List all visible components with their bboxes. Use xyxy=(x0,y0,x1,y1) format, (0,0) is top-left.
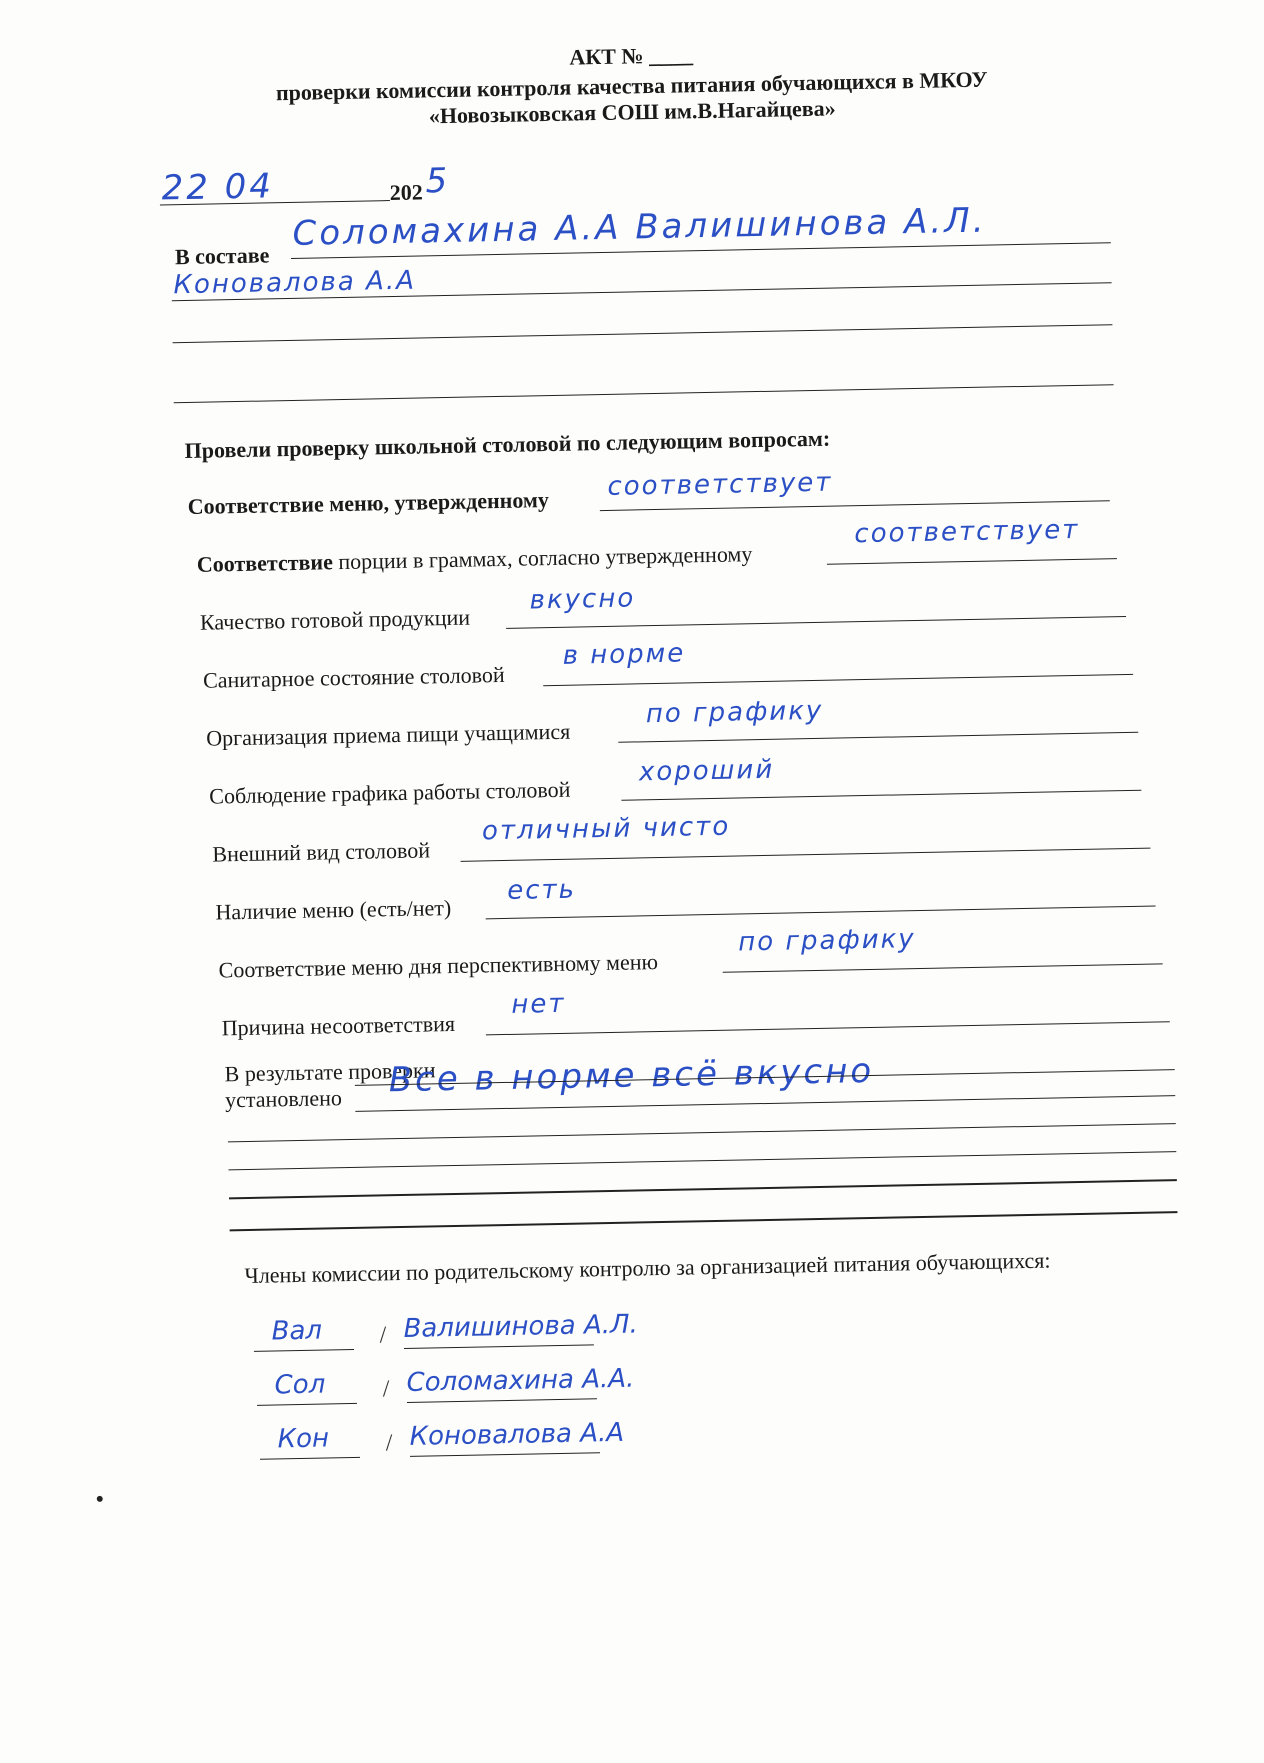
composition-members-line2: Коновалова А.А xyxy=(173,266,416,301)
act-title-line1: проверки комиссии контроля качества питания обучающихся в МКОУ xyxy=(0,61,1264,111)
member-signature: Кон xyxy=(277,1423,329,1454)
item-underline xyxy=(600,500,1110,511)
composition-underline-4 xyxy=(174,384,1114,403)
item-underline xyxy=(543,674,1133,686)
member-name: Валишинова А.Л. xyxy=(403,1310,638,1344)
item-underline xyxy=(723,963,1163,972)
item-answer: по графику xyxy=(738,924,916,957)
act-title-line2: «Новозыковская СОШ им.В.Нагайцева» xyxy=(0,87,1264,137)
inspection-intro: Провели проверку школьной столовой по следующим вопросам: xyxy=(184,426,830,464)
name-underline xyxy=(410,1452,600,1457)
item-answer: хороший xyxy=(639,755,775,788)
item-perspective-menu xyxy=(218,943,219,983)
item-answer: отличный чисто xyxy=(482,812,731,847)
item-answer: соответствует xyxy=(607,468,833,502)
item-menu-compliance xyxy=(187,480,188,520)
scan-speck xyxy=(97,1496,103,1502)
act-number: АКТ № ____ xyxy=(0,31,1263,81)
member-name: Соломахина А.А. xyxy=(406,1364,634,1398)
member-row: Сол / Соломахина А.А. xyxy=(256,1371,257,1415)
item-answer: в норме xyxy=(562,638,685,670)
item-answer: вкусно xyxy=(529,583,635,615)
item-label: Причина несоответствия xyxy=(222,1011,456,1041)
item-underline xyxy=(486,905,1156,919)
date-year-handwritten: 5 xyxy=(425,161,450,201)
item-menu-availability xyxy=(215,886,216,926)
composition-underline-3 xyxy=(173,324,1113,343)
item-underline xyxy=(461,848,1151,862)
item-answer: соответствует xyxy=(854,515,1080,549)
item-answer: есть xyxy=(507,875,576,906)
composition-members-line1: Соломахина А.А Валишинова А.Л. xyxy=(292,201,987,254)
item-meal-organization xyxy=(206,712,207,752)
item-label: Внешний вид столовой xyxy=(212,837,430,867)
result-underline-3 xyxy=(228,1123,1176,1142)
item-product-quality xyxy=(199,596,200,636)
signature-underline xyxy=(254,1349,354,1352)
item-label-bold: Соответствие xyxy=(197,549,333,577)
member-row: Вал / Валишинова А.Л. xyxy=(253,1317,254,1361)
member-signature: Вал xyxy=(271,1316,322,1347)
item-label: Соблюдение графика работы столовой xyxy=(209,777,571,810)
item-canteen-appearance xyxy=(212,828,213,868)
item-label: Качество готовой продукции xyxy=(200,605,471,636)
item-label: Организация приема пищи учащимися xyxy=(206,719,571,752)
signature-underline xyxy=(260,1457,360,1460)
item-underline xyxy=(827,558,1117,565)
member-signature: Сол xyxy=(274,1370,325,1401)
result-underline-5 xyxy=(229,1179,1177,1199)
item-label: Санитарное состояние столовой xyxy=(203,662,505,694)
result-underline-6 xyxy=(230,1211,1178,1231)
item-label-bold: Соответствие меню, утвержденному xyxy=(187,487,549,519)
members-heading: Члены комиссии по родительскому контролю за организацией питания обучающихся: xyxy=(244,1248,1050,1289)
item-underline xyxy=(486,1021,1170,1035)
result-underline-4 xyxy=(228,1151,1176,1170)
result-section xyxy=(0,0,1262,12)
result-answer: Все в норме всё вкусно xyxy=(388,1051,874,1100)
item-answer: по графику xyxy=(646,696,824,729)
name-underline xyxy=(404,1344,594,1349)
item-schedule-compliance xyxy=(209,770,210,810)
signature-underline xyxy=(257,1403,357,1406)
item-sanitary-state xyxy=(203,654,204,694)
item-underline xyxy=(621,790,1141,801)
item-underline xyxy=(618,732,1138,743)
member-name: Коновалова А.А xyxy=(409,1418,624,1452)
item-noncompliance-reason xyxy=(221,1001,222,1041)
item-label: порции в граммах, согласно утвержденному xyxy=(333,541,753,574)
item-portion-compliance xyxy=(196,538,197,578)
result-label-line1: В результате проверки xyxy=(224,1057,435,1087)
item-label: Соответствие меню дня перспективному меню xyxy=(218,949,658,983)
date-line xyxy=(0,0,1262,12)
date-day-month: 22 04 xyxy=(161,166,274,208)
composition-label: В составе xyxy=(175,242,270,270)
result-label-line2: установлено xyxy=(225,1085,342,1113)
item-label: Наличие меню (есть/нет) xyxy=(215,895,451,926)
date-year-printed: 202 xyxy=(389,179,422,206)
name-underline xyxy=(407,1398,597,1403)
item-answer: нет xyxy=(511,989,566,1020)
member-row: Кон / Коновалова А.А xyxy=(259,1425,260,1469)
item-underline xyxy=(506,616,1126,629)
